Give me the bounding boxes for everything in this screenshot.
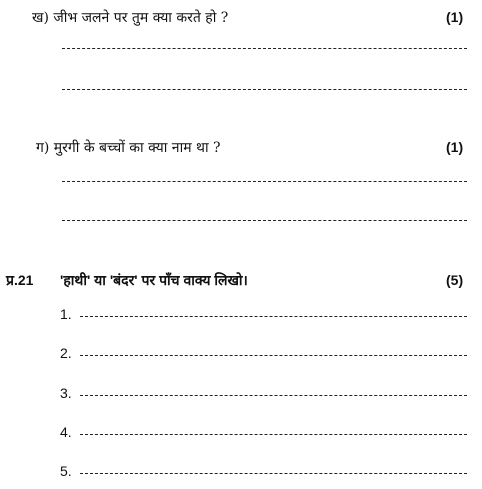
- answer-line: [80, 473, 467, 474]
- line-number-5: 5.: [60, 463, 72, 479]
- answer-line: [62, 89, 467, 90]
- line-number-2: 2.: [60, 345, 72, 361]
- answer-line: [80, 355, 467, 356]
- question-ga-marks: (1): [446, 139, 464, 155]
- line-number-3: 3.: [60, 385, 72, 401]
- answer-line: [80, 316, 467, 317]
- line-number-4: 4.: [60, 424, 72, 440]
- answer-line: [80, 434, 467, 435]
- question-kha-marks: (1): [446, 9, 464, 25]
- answer-line: [62, 181, 467, 182]
- question-21-number: प्र.21: [6, 272, 34, 288]
- answer-line: [80, 395, 467, 396]
- line-number-1: 1.: [60, 306, 72, 322]
- question-21-text: 'हाथी' या 'बंदर' पर पाँच वाक्य लिखो।: [60, 272, 248, 288]
- answer-line: [62, 220, 467, 221]
- question-21-marks: (5): [446, 272, 464, 288]
- question-kha: ख) जीभ जलने पर तुम क्या करते हो ?: [32, 10, 229, 26]
- question-ga: ग) मुरगी के बच्चों का क्या नाम था ?: [36, 140, 221, 156]
- answer-line: [62, 48, 467, 49]
